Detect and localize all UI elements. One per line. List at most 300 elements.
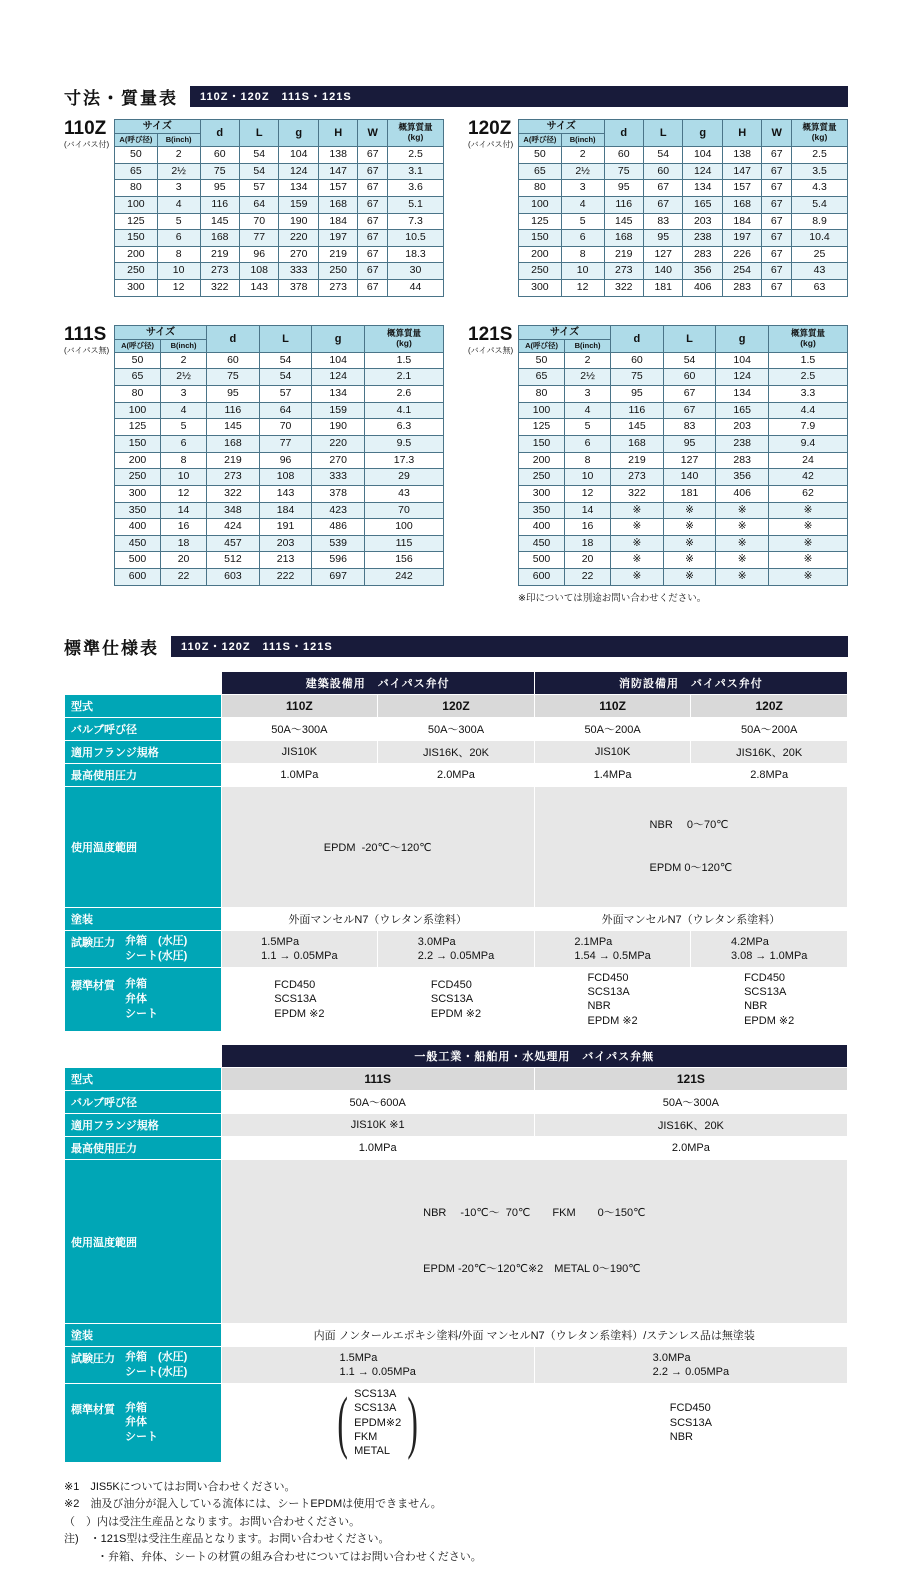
size-value: 50A〜200A (534, 717, 691, 740)
cell: 270 (312, 452, 365, 469)
value-line: NBR (587, 1000, 611, 1013)
value-line: 2.2 → 0.05MPa (417, 949, 495, 962)
table-row (519, 502, 848, 519)
cell: ※ (611, 519, 664, 536)
cell: 2.5 (792, 147, 848, 164)
cell: 60 (644, 163, 683, 180)
cell: 50 (519, 147, 562, 164)
row-label-test-pressure (65, 931, 222, 968)
weight-unit-line: (kg) (396, 337, 412, 348)
cell: 100 (519, 402, 565, 419)
label-title: 試験圧力 (71, 1353, 115, 1366)
flange-value: JIS16K、20K (378, 740, 535, 763)
cell: 77 (240, 230, 279, 247)
cell: 67 (358, 147, 388, 164)
cell: 116 (611, 402, 664, 419)
cell: 75 (207, 369, 260, 386)
cell: ※ (768, 502, 847, 519)
table-head (115, 325, 444, 352)
cell: 7.3 (388, 213, 444, 230)
group-header-building: 建築設備用 バイパス弁付 (221, 671, 534, 694)
cell: 16 (565, 519, 611, 536)
corner-cell (65, 671, 222, 694)
size-value: 50A〜300A (534, 1090, 847, 1113)
model-value: 121S (534, 1067, 847, 1090)
cell: 134 (312, 386, 365, 403)
size-value: 50A〜300A (378, 717, 535, 740)
header-row (519, 325, 848, 339)
table-head (519, 325, 848, 352)
table-row (519, 419, 848, 436)
cell: 65 (115, 369, 161, 386)
cell: 54 (259, 369, 312, 386)
cell: ※ (768, 569, 847, 586)
cell: 2½ (561, 163, 604, 180)
col-header-weight (364, 325, 443, 352)
cell: 43 (792, 263, 848, 280)
row-label-coating: 塗装 (65, 908, 222, 931)
cell: 356 (716, 469, 769, 486)
cell: 95 (611, 386, 664, 403)
cell: 44 (388, 280, 444, 297)
value-line: EPDM ※2 (274, 1007, 325, 1020)
cell: 168 (604, 230, 643, 247)
dim-table-wrap (114, 119, 444, 297)
temperature-line: EPDM 0〜120℃ (649, 862, 733, 875)
cell: 67 (644, 196, 683, 213)
size-value: 50A〜200A (691, 717, 848, 740)
model-name: 110Z (64, 118, 107, 139)
pressure-value: 1.4MPa (534, 763, 691, 786)
cell: 96 (259, 452, 312, 469)
cell: 3.5 (792, 163, 848, 180)
value-line: 1.54 → 0.5MPa (574, 949, 651, 962)
dimensions-table-110Z (114, 119, 444, 297)
spec-table-bypass (64, 671, 848, 1032)
group-header-fire: 消防設備用 バイパス弁付 (534, 671, 847, 694)
value-line: 1.1 → 0.05MPa (261, 949, 338, 962)
cell: 250 (115, 469, 161, 486)
cell: 184 (318, 213, 357, 230)
cell: 125 (519, 419, 565, 436)
cell: 4.1 (364, 402, 443, 419)
col-header-a: A(呼び径) (115, 339, 161, 352)
table-row (519, 213, 848, 230)
dimensions-table-120Z (518, 119, 848, 297)
cell: ※ (611, 569, 664, 586)
cell: 348 (207, 502, 260, 519)
weight-label-line: 概算質量 (386, 328, 421, 338)
dim-block-121S (468, 325, 848, 604)
cell: 3 (157, 180, 200, 197)
weight-label-line: 概算質量 (398, 122, 433, 133)
cell: 150 (519, 230, 562, 247)
cell: 143 (240, 280, 279, 297)
table-row (519, 147, 848, 164)
cell: ※ (663, 519, 716, 536)
cell: 8 (565, 452, 611, 469)
weight-unit-line: (kg) (811, 132, 828, 142)
col-header-g: g (716, 325, 769, 352)
value-line: FCD450 (430, 978, 472, 991)
cell: 603 (207, 569, 260, 586)
cell: 596 (312, 552, 365, 569)
cell: 100 (364, 519, 443, 536)
cell: 10.4 (792, 230, 848, 247)
cell: 60 (200, 147, 239, 164)
col-header-a: A(呼び径) (519, 339, 565, 352)
table-row (115, 386, 444, 403)
model-label-111S (64, 325, 114, 604)
cell: 250 (115, 263, 158, 280)
pressure-value: 2.0MPa (378, 763, 535, 786)
col-header-L: L (663, 325, 716, 352)
col-header-W: W (358, 120, 388, 147)
cell: 30 (388, 263, 444, 280)
temperature-value: EPDM -20℃〜120℃ (221, 786, 534, 907)
flange-value: JIS16K、20K (691, 740, 848, 763)
table-row (115, 552, 444, 569)
cell: 10 (565, 469, 611, 486)
test-pressure-value (221, 1347, 534, 1384)
table-row (519, 452, 848, 469)
model-variant: (バイパス無) (64, 345, 110, 355)
cell: 125 (115, 419, 161, 436)
cell: 300 (519, 485, 565, 502)
cell: 43 (364, 485, 443, 502)
cell: 378 (279, 280, 318, 297)
test-pressure-value (221, 931, 378, 968)
test-pressure-value (534, 931, 691, 968)
col-header-d: d (200, 120, 239, 147)
cell: 5 (561, 213, 604, 230)
table-row (115, 419, 444, 436)
specifications-models-bar: 110Z・120Z 111S・121S (171, 636, 848, 657)
value-line: EPDM ※2 (430, 1007, 482, 1020)
cell: 18 (161, 535, 207, 552)
value-line: FCD450 (274, 978, 316, 991)
flange-value: JIS10K ※1 (221, 1113, 534, 1136)
cell: 75 (604, 163, 643, 180)
cell: 378 (312, 485, 365, 502)
table-row (115, 230, 444, 247)
cell: 115 (364, 535, 443, 552)
cell: 83 (663, 419, 716, 436)
cell: 67 (358, 246, 388, 263)
materials-row (65, 967, 848, 1031)
paren-close: ) (407, 1384, 419, 1462)
cell: 29 (364, 469, 443, 486)
paren-open: ( (337, 1384, 348, 1462)
cell: 254 (722, 263, 761, 280)
col-header-a: A(呼び径) (519, 134, 562, 147)
row-label-test-pressure (65, 1347, 222, 1384)
col-header-d: d (611, 325, 664, 352)
cell: 54 (644, 147, 683, 164)
cell: 350 (115, 502, 161, 519)
table-row (115, 213, 444, 230)
temperature-value (534, 786, 847, 907)
cell: 125 (115, 213, 158, 230)
dimensions-models-bar: 110Z・120Z 111S・121S (190, 86, 848, 107)
dimensions-table-111S (114, 325, 444, 586)
col-header-L: L (240, 120, 279, 147)
col-header-H: H (722, 120, 761, 147)
label-sub: 弁箱 (水圧) (125, 935, 188, 948)
cell: 42 (768, 469, 847, 486)
cell: 65 (115, 163, 158, 180)
cell: 100 (115, 402, 161, 419)
cell: 333 (312, 469, 365, 486)
row-label-model: 型式 (65, 694, 222, 717)
dimensions-section (64, 84, 848, 604)
model-label-121S (468, 325, 518, 604)
cell: 191 (259, 519, 312, 536)
cell: 60 (663, 369, 716, 386)
cell: 165 (683, 196, 722, 213)
cell: 1.5 (364, 352, 443, 369)
dim-table-wrap (518, 119, 848, 297)
cell: ※ (716, 535, 769, 552)
table-row (115, 502, 444, 519)
col-header-W: W (762, 120, 792, 147)
cell: 5.4 (792, 196, 848, 213)
cell: 57 (259, 386, 312, 403)
cell: 75 (611, 369, 664, 386)
cell: 197 (318, 230, 357, 247)
footnote-line: ※2 油及び油分が混入している流体には、シートEPDMは使用できません。 (64, 1498, 442, 1511)
cell: 200 (115, 246, 158, 263)
cell: 22 (161, 569, 207, 586)
dim-block-111S (64, 325, 444, 604)
col-header-d: d (207, 325, 260, 352)
col-header-g: g (312, 325, 365, 352)
cell: 116 (200, 196, 239, 213)
cell: ※ (611, 502, 664, 519)
table-row (519, 246, 848, 263)
temperature-value (221, 1159, 847, 1324)
coating-row (65, 908, 848, 931)
cell: 270 (279, 246, 318, 263)
cell: 6 (161, 435, 207, 452)
cell: 197 (722, 230, 761, 247)
coating-value: 内面 ノンタールエポキシ塗料/外面 マンセルN7（ウレタン系塗料）/ステンレス品は無塗装 (221, 1324, 847, 1347)
cell: 10.5 (388, 230, 444, 247)
weight-label-line: 概算質量 (802, 122, 837, 133)
cell: 14 (565, 502, 611, 519)
cell: 165 (716, 402, 769, 419)
value-line: SCS13A (669, 1416, 712, 1429)
cell: 273 (604, 263, 643, 280)
col-header-H: H (318, 120, 357, 147)
dim-block-110Z (64, 119, 444, 297)
table-row (519, 163, 848, 180)
cell: 220 (312, 435, 365, 452)
cell: 300 (115, 485, 161, 502)
model-label-110Z (64, 119, 114, 297)
cell: 4 (561, 196, 604, 213)
cell: 222 (259, 569, 312, 586)
table-row (115, 263, 444, 280)
cell: 283 (683, 246, 722, 263)
cell: ※ (768, 552, 847, 569)
cell: 104 (716, 352, 769, 369)
flange-value: JIS10K (534, 740, 691, 763)
table-row (519, 352, 848, 369)
model-name: 111S (64, 323, 107, 345)
corner-cell (65, 1044, 222, 1067)
cell: 8 (561, 246, 604, 263)
asterisk-note: ※印については別途お問い合わせください。 (518, 592, 707, 604)
cell: 50 (115, 147, 158, 164)
cell: 67 (762, 263, 792, 280)
col-header-b: B(inch) (565, 339, 611, 352)
col-header-size: サイズ (519, 120, 605, 134)
header-row (519, 120, 848, 134)
cell: ※ (716, 552, 769, 569)
table-row (115, 180, 444, 197)
value-line: NBR (669, 1431, 694, 1444)
header-row (115, 120, 444, 134)
cell: 95 (663, 435, 716, 452)
table-row (115, 196, 444, 213)
table-row (115, 147, 444, 164)
cell: ※ (611, 552, 664, 569)
coating-value: 外面マンセルN7（ウレタン系塗料） (534, 908, 847, 931)
cell: 20 (161, 552, 207, 569)
cell: 125 (519, 213, 562, 230)
value-line: FCD450 (587, 971, 629, 984)
temperature-line: EPDM -20℃〜120℃※2 METAL 0〜190℃ (423, 1263, 641, 1276)
cell: 145 (207, 419, 260, 436)
col-header-g: g (683, 120, 722, 147)
table-row (115, 485, 444, 502)
cell: 219 (207, 452, 260, 469)
cell: 70 (259, 419, 312, 436)
materials-value (378, 967, 535, 1031)
cell: 70 (240, 213, 279, 230)
cell: 80 (115, 180, 158, 197)
label-sub: シート(水圧) (125, 949, 188, 962)
cell: 7.9 (768, 419, 847, 436)
cell: 242 (364, 569, 443, 586)
table-row (519, 552, 848, 569)
cell: 250 (318, 263, 357, 280)
cell: 67 (358, 180, 388, 197)
cell: 62 (768, 485, 847, 502)
cell: 20 (565, 552, 611, 569)
row-label-materials (65, 1384, 222, 1462)
cell: 300 (519, 280, 562, 297)
value-line: 3.0MPa (652, 1352, 691, 1365)
cell: 25 (792, 246, 848, 263)
model-value: 111S (221, 1067, 534, 1090)
model-value: 120Z (691, 694, 848, 717)
value-line: 3.08 → 1.0MPa (730, 949, 808, 962)
table-body (519, 352, 848, 585)
cell: 2½ (157, 163, 200, 180)
cell: 4 (157, 196, 200, 213)
cell: 60 (604, 147, 643, 164)
col-header-b: B(inch) (157, 134, 200, 147)
cell: 75 (200, 163, 239, 180)
model-name: 120Z (468, 118, 512, 139)
cell: 273 (200, 263, 239, 280)
cell: 190 (312, 419, 365, 436)
footnote-line: （ ）内は受注生産品となります。お問い合わせください。 (64, 1515, 361, 1528)
col-header-b: B(inch) (561, 134, 604, 147)
cell: 63 (792, 280, 848, 297)
row-label-temperature: 使用温度範囲 (65, 786, 222, 907)
cell: 80 (519, 386, 565, 403)
cell: 77 (259, 435, 312, 452)
coating-row (65, 1324, 848, 1347)
cell: 124 (683, 163, 722, 180)
cell: 12 (157, 280, 200, 297)
cell: 512 (207, 552, 260, 569)
cell: 67 (762, 213, 792, 230)
cell: 500 (115, 552, 161, 569)
cell: 54 (259, 352, 312, 369)
test-pressure-value (691, 931, 848, 968)
materials-value (534, 967, 691, 1031)
cell: ※ (663, 552, 716, 569)
value-line: 3.0MPa (417, 935, 456, 948)
col-header-size: サイズ (519, 325, 611, 339)
cell: 124 (716, 369, 769, 386)
col-header-L: L (644, 120, 683, 147)
table-row (519, 569, 848, 586)
value-line: SCS13A (430, 993, 474, 1006)
value-line: 2.1MPa (574, 935, 613, 948)
cell: 219 (200, 246, 239, 263)
cell: 159 (279, 196, 318, 213)
flange-value: JIS10K (221, 740, 378, 763)
cell: 4.3 (792, 180, 848, 197)
cell: 134 (279, 180, 318, 197)
cell: 2 (157, 147, 200, 164)
table-row (519, 535, 848, 552)
cell: 3.1 (388, 163, 444, 180)
cell: 2½ (161, 369, 207, 386)
cell: 60 (611, 352, 664, 369)
cell: 168 (318, 196, 357, 213)
label-sub: シート (125, 1007, 158, 1020)
table-row (115, 519, 444, 536)
cell: 124 (312, 369, 365, 386)
cell: 67 (358, 280, 388, 297)
cell: 67 (663, 402, 716, 419)
model-value: 110Z (221, 694, 378, 717)
cell: 67 (762, 180, 792, 197)
cell: 18 (565, 535, 611, 552)
cell: 50 (115, 352, 161, 369)
dim-table-wrap (114, 325, 444, 604)
col-header-weight (388, 120, 444, 147)
cell: 168 (722, 196, 761, 213)
model-variant: (バイパス無) (468, 345, 514, 355)
table-row (519, 180, 848, 197)
cell: ※ (716, 502, 769, 519)
table-row (519, 280, 848, 297)
cell: 67 (358, 196, 388, 213)
cell: 18.3 (388, 246, 444, 263)
dimensions-table-121S (518, 325, 848, 586)
cell: 203 (259, 535, 312, 552)
cell: 457 (207, 535, 260, 552)
cell: 219 (318, 246, 357, 263)
cell: 65 (519, 369, 565, 386)
